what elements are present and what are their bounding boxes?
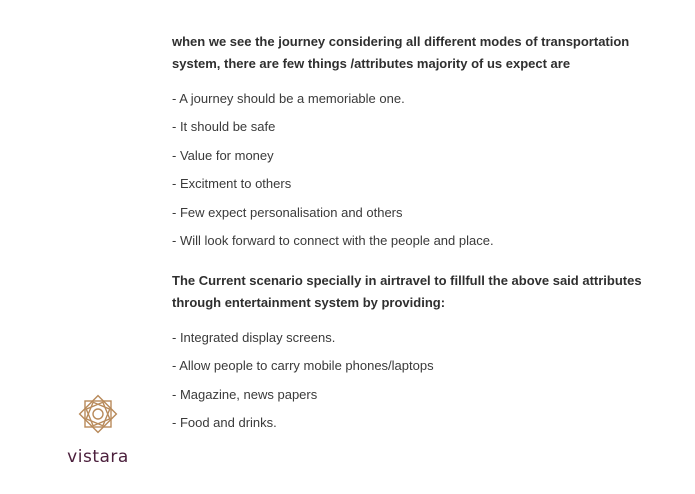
- scenario-list: [172, 329, 672, 432]
- list-item: - A journey should be a memoriable one.: [172, 91, 405, 106]
- vistara-mandala-icon: [76, 392, 120, 436]
- list-item: - Integrated display screens.: [172, 329, 336, 345]
- list-item: - Will look forward to connect with the people and place.: [172, 232, 494, 248]
- expectations-list: [172, 90, 672, 250]
- vistara-logo: [56, 392, 140, 467]
- list-item: - It should be safe: [172, 119, 276, 135]
- intro-heading: when we see the journey considering all different modes of transportation system, there are few things /attributes majority of us expect are: [172, 34, 630, 71]
- list-item: - Few expect personalisation and others: [172, 204, 403, 220]
- brand-wordmark: vistara: [67, 447, 129, 467]
- scenario-heading: The Current scenario specially in airtravel to fillfull the above said attributes through entertainment system by providing:: [172, 272, 642, 310]
- list-item: - Value for money: [172, 147, 274, 163]
- list-item: - Allow people to carry mobile phones/laptops: [172, 358, 434, 374]
- list-item: - Magazine, news papers: [172, 386, 318, 402]
- list-item: - Excitment to others: [172, 176, 292, 192]
- slide-content: [172, 31, 672, 443]
- list-item: - Food and drinks.: [172, 415, 277, 431]
